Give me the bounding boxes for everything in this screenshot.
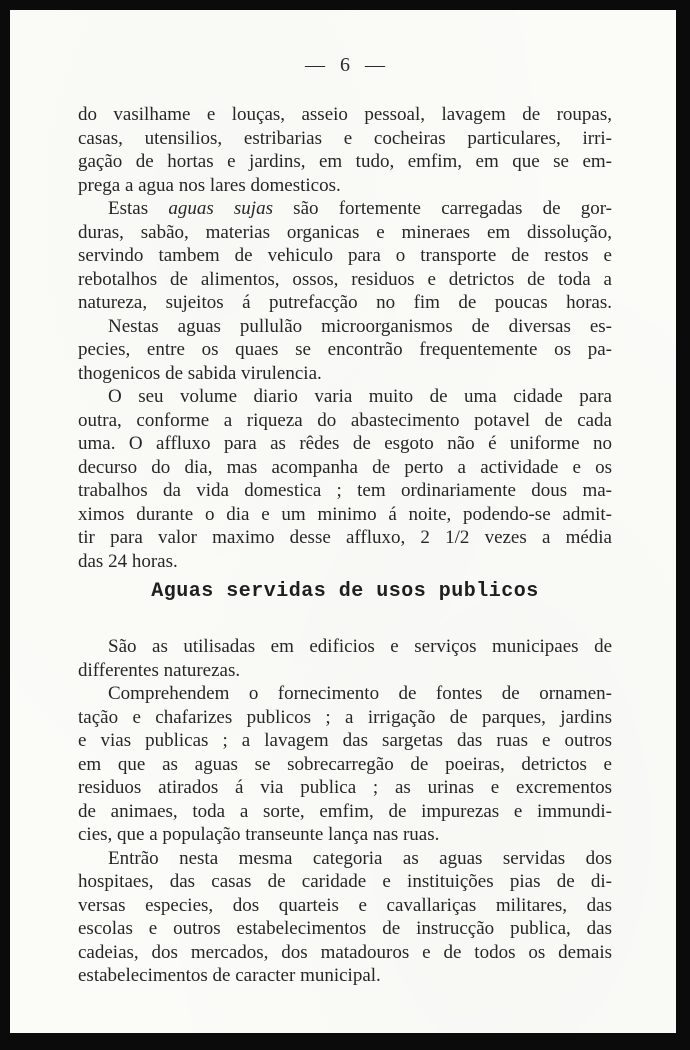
body-text-bottom: [78, 635, 612, 988]
text-line: differentes naturezas.: [78, 659, 241, 681]
text-line: rebotalhos de alimentos, ossos, residuos e detrictos de toda a: [78, 268, 612, 290]
text-line: pecies, entre os quaes se encontrão frequentemente os pa-: [78, 339, 612, 360]
text-line: outra, conforme a riqueza do abastecimento potavel de cada: [78, 409, 612, 431]
text-line: tação e chafarizes publicos ; a irrigação de parques, jardins: [78, 706, 612, 728]
text-line: cadeias, dos mercados, dos matadouros e de todos os demais: [78, 941, 612, 963]
text-segment: Estas: [108, 198, 169, 219]
text-line: servindo tambem de vehiculo para o transporte de restos e: [78, 245, 612, 266]
text-line: natureza, sujeitos á putrefacção no fim de poucas horas.: [78, 292, 612, 313]
text-line: do vasilhame e louças, asseio pessoal, lavagem de roupas,: [78, 104, 612, 125]
text-line: Nestas aguas pullulão microorganismos de diversas es-: [108, 315, 612, 337]
text-line: tir para valor maximo desse affluxo, 2 1/2 vezes a média: [78, 527, 612, 548]
text-line: decurso do dia, mas acompanha de perto a actividade e os: [78, 456, 612, 478]
text-line: cies, que a população transeunte lança nas ruas.: [78, 824, 440, 845]
text-line: [78, 197, 612, 221]
text-line: uma. O affluxo para as rêdes de esgoto não é uniforme no: [78, 433, 612, 454]
text-line: prega a agua nos lares domesticos.: [78, 174, 341, 196]
text-line: gação de hortas e jardins, em tudo, emfim, em que se em-: [78, 151, 612, 172]
page-number: — 6 —: [305, 54, 385, 76]
text-line: em que as aguas se sobrecarregão de poeiras, detrictos e: [78, 753, 612, 775]
text-line: hospitaes, das casas de caridade e instituições pias de di-: [78, 871, 612, 892]
text-line: Entrão nesta mesma categoria as aguas servidas dos: [108, 847, 612, 869]
italic-phrase: aguas sujas: [168, 198, 273, 219]
text-line: escolas e outros estabelecimentos de instrucção publica, das: [78, 918, 612, 939]
text-line: versas especies, dos quarteis e cavallariças militares, das: [78, 894, 612, 916]
text-line: thogenicos de sabida virulencia.: [78, 362, 322, 384]
text-line: e vias publicas ; a lavagem das sargetas das ruas e outros: [78, 730, 612, 751]
text-line: residuos atirados á via publica ; as urinas e excrementos: [78, 777, 612, 798]
text-line: estabelecimentos de caracter municipal.: [78, 965, 381, 986]
text-line: Comprehendem o fornecimento de fontes de ornamen-: [108, 683, 612, 704]
book-page: [10, 10, 676, 1033]
text-line: trabalhos da vida domestica ; tem ordinariamente dous ma-: [78, 480, 612, 501]
text-line: duras, sabão, materias organicas e mineraes em dissolução,: [78, 221, 612, 243]
text-line: das 24 horas.: [78, 550, 178, 572]
body-text-top: [78, 103, 612, 573]
text-line: ximos durante o dia e um minimo á noite, podendo-se admit-: [78, 503, 612, 525]
text-segment: são fortemente carregadas de gor-: [272, 198, 612, 219]
text-line: de animaes, toda a sorte, emfim, de impurezas e immundi-: [78, 800, 612, 822]
text-line: O seu volume diario varia muito de uma cidade para: [108, 386, 612, 407]
section-heading: Aguas servidas de usos publicos: [151, 580, 539, 603]
text-line: casas, utensilios, estribarias e cocheiras particulares, irri-: [78, 127, 612, 149]
text-line: São as utilisadas em edificios e serviços municipaes de: [108, 636, 612, 657]
